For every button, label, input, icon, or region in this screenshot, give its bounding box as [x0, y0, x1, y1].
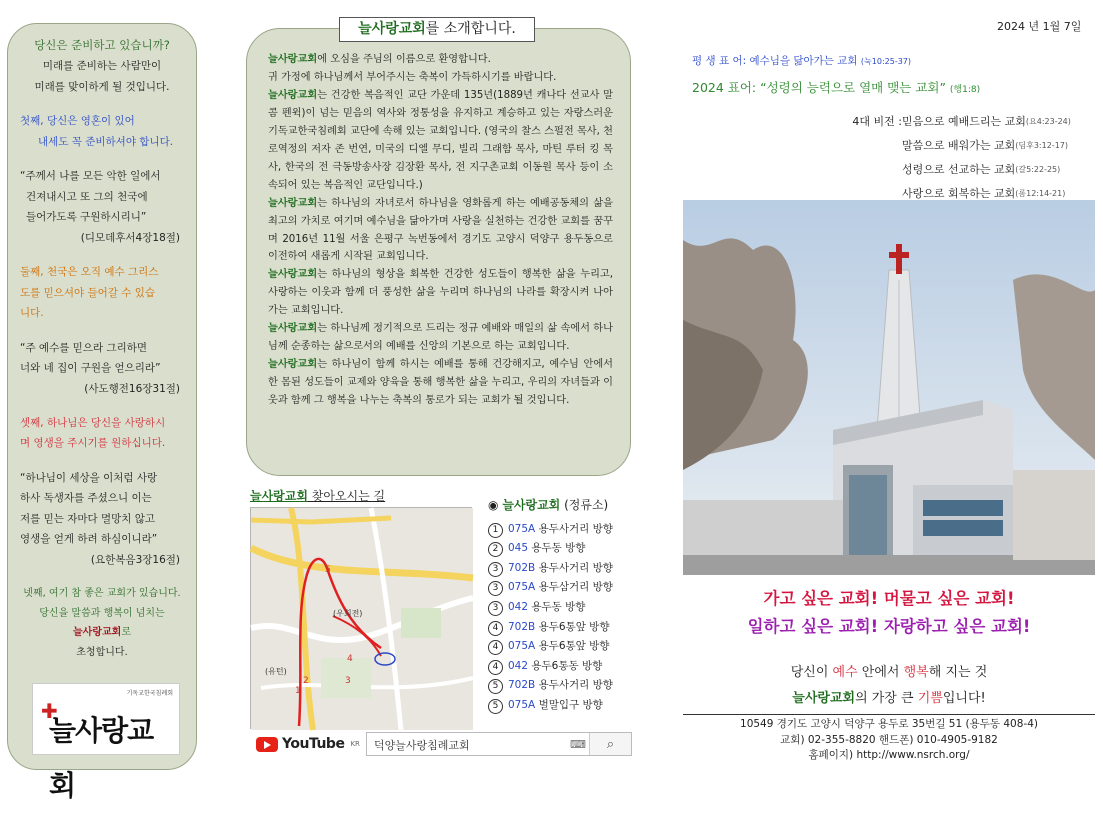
point-fourth: 초청합니다.: [76, 646, 128, 658]
title-text: 찾아오시는 길: [307, 489, 386, 503]
stop-number-badge: 1: [488, 523, 503, 538]
map-label: (우회전): [333, 609, 363, 618]
directions-title: [250, 487, 385, 504]
bus-direction: 용두사거리 방향: [535, 679, 613, 692]
paragraph-text: 는 하나님이 함께 하시는 예배를 통해 건강해지고, 예수님 안에서 한 몸된 성도들이 교제와 양육을 통해 행복한 삶을 누리고, 우리의 자녀들과 이웃과 함께 그 행복을 나누는 축복의 통로가 되는 교회가 될 것입니다.: [268, 359, 613, 407]
joy-text: 의 가장 큰: [855, 691, 918, 706]
joy-line: [683, 686, 1095, 712]
bus-route: 702B: [508, 679, 536, 692]
paragraph-text: 는 하나님의 형상을 회복한 건강한 성도들이 행복한 삶을 누리고, 사랑하는 이웃과 함께 더 풍성한 삶을 누리며 하나님의 나라를 확장시켜 나아가는 교회입니다.: [268, 269, 613, 317]
bus-stop-item: [488, 676, 613, 696]
joy-text: 입니다!: [942, 691, 986, 706]
keyboard-icon[interactable]: ⌨: [570, 737, 586, 751]
motto-ref: (눅10:25-37): [860, 57, 912, 66]
map-graphic: [251, 508, 473, 730]
bus-direction: 용두사거리 방향: [535, 522, 613, 535]
intro-paragraph: 귀 가정에 하나님께서 부어주시는 축복이 가득하시기를 바랍니다.: [268, 71, 557, 83]
bus-route: 042: [508, 659, 529, 672]
title-text: (정류소): [560, 498, 609, 512]
point-second: 둘째, 천국은 오직 예수 그리스: [20, 266, 159, 279]
point-third: 셋째, 하나님은 당신을 사랑하시: [20, 416, 166, 429]
stop-number-badge: 4: [488, 621, 503, 636]
lifetime-motto: [692, 53, 911, 68]
intro-paragraph: [268, 195, 613, 267]
bus-route: 042: [508, 600, 529, 613]
bus-route: 702B: [508, 561, 536, 574]
verse-ref: (요한복음3장16절): [90, 553, 180, 566]
church-building-image: [683, 200, 1095, 575]
vision-label: 4대 비전 :: [852, 115, 902, 128]
stops-list: [488, 520, 613, 716]
bus-direction: 용두6통앞 방향: [535, 620, 610, 633]
intro-panel: [246, 21, 631, 476]
bus-route: 045: [508, 542, 529, 555]
point-first: 첫째, 당신은 영혼이 있어: [20, 115, 135, 128]
verse-line: 건져내시고 또 그의 천국에: [26, 190, 148, 203]
church-name: 늘사랑교회: [268, 89, 318, 101]
gospel-panel: [7, 23, 197, 802]
bus-direction: 용두동 방향: [528, 600, 586, 613]
map-number: 2: [303, 676, 309, 686]
bus-route: 075A: [508, 698, 536, 711]
stop-number-badge: 4: [488, 640, 503, 655]
slogan-line: 가고 싶은 교회! 머물고 싶은 교회!: [763, 589, 1015, 608]
bus-direction: 용두6통앞 방향: [535, 640, 610, 653]
joy-text: 안에서: [857, 665, 904, 680]
verse-line: 영생을 얻게 하려 하심이니라”: [20, 533, 158, 546]
intro-paragraph: [268, 51, 613, 69]
intro-paragraph: [268, 87, 613, 195]
map-number: 4: [347, 654, 353, 664]
verse-ref: (사도행전16장31절): [84, 382, 180, 395]
bus-stop-item: [488, 637, 613, 657]
verse-line: “하나님이 세상을 이처럼 사랑: [20, 471, 158, 484]
vision-text: 사랑으로 회복하는 교회: [902, 187, 1016, 200]
footer-divider: [683, 714, 1095, 715]
bus-stop-item: [488, 578, 613, 598]
bus-stop-item: [488, 520, 613, 540]
church-name: 늘사랑교회: [792, 691, 856, 706]
paragraph-text: 는 하나님께 정기적으로 드리는 정규 예배와 매일의 삶 속에서 하나님께 순종하는 삶으로서의 예배를 신앙의 기본으로 하는 교회입니다.: [268, 323, 613, 353]
vision-ref: (롬12:14-21): [1015, 189, 1066, 198]
stops-title: [488, 496, 613, 516]
intro-paragraph: [268, 356, 613, 410]
bus-direction: 용두6통동 방향: [528, 659, 603, 672]
stop-number-badge: 4: [488, 660, 503, 675]
vision-ref: (갈5:22-25): [1015, 165, 1061, 174]
intro-title: [339, 17, 535, 42]
joy-text: 해 지는 것: [928, 665, 988, 680]
intro-paragraph: [268, 320, 613, 356]
verse-ref: (디모데후서4장18절): [80, 231, 180, 244]
intro-line: 미래를 준비하는 사람만이: [42, 60, 162, 73]
paragraph-text: 에 오심을 주님의 이름으로 환영합니다.: [317, 54, 491, 65]
search-button[interactable]: [589, 733, 631, 755]
church-name: 늘사랑교회: [502, 498, 561, 512]
point-first: 내세도 꼭 준비하셔야 합니다.: [38, 135, 174, 148]
slogan: [683, 585, 1095, 641]
bus-direction: 용두동 방향: [528, 542, 586, 555]
church-logo: [32, 683, 180, 802]
map-number: 5: [325, 565, 331, 575]
bulletin-date: 2024 년 1월 7일: [997, 20, 1082, 33]
verse-line: 하사 독생자를 주셨으니 이는: [20, 492, 152, 505]
intro-paragraph: [268, 266, 613, 320]
search-icon: ⌕: [606, 736, 615, 752]
bus-stop-item: [488, 618, 613, 638]
bus-route: 075A: [508, 522, 536, 535]
youtube-search-input[interactable]: 덕양늘사랑침례교회: [367, 733, 567, 755]
church-name: 늘사랑교회: [358, 21, 426, 37]
bus-stops: [488, 496, 613, 716]
vision-item: [820, 110, 1071, 134]
bus-stop-item: [488, 657, 613, 677]
verse-line: “주께서 나를 모든 악한 일에서: [20, 170, 161, 183]
paragraph-text: 는 건강한 복음적인 교단 가운데 135년(1889년 캐나다 선교사 말콤 펜윅)이 넘는 믿음의 역사와 정통성을 유지하고 계승하고 있는 자랑스러운 기독교한국침례회 교단에 속해 있는 교회입니다. (영국의 찰스 스펄전 목사, 천로역정의 저자 존 번연, 미국의 디엘 무디, 빌리 그래함 목사, 마틴 루터 킹 목사, 한국의 전 극동방송사장 김장환 목사, 전 지구촌교회 이동원 목사 등이 소속되어 있는 복음적인 교단입니다.): [268, 89, 613, 191]
point-second: 니다.: [20, 307, 44, 320]
church-name: 늘사랑교회: [268, 197, 318, 209]
youtube-search-bar[interactable]: [366, 732, 632, 756]
youtube-region: KR: [350, 740, 360, 748]
stop-number-badge: 5: [488, 679, 503, 694]
church-name: 늘사랑교회: [268, 54, 318, 65]
joy-statement: [683, 660, 1095, 712]
bus-stop-item: [488, 696, 613, 716]
motto-ref: (행1:8): [949, 85, 981, 95]
joy-highlight: 예수: [832, 665, 858, 680]
verse-line: 저를 믿는 자마다 멸망치 않고: [20, 512, 156, 525]
youtube-logo[interactable]: [256, 736, 360, 752]
map-number: 1: [295, 686, 301, 696]
youtube-icon: [256, 737, 278, 752]
stop-number-badge: 5: [488, 699, 503, 714]
point-third: 며 영생을 주시기를 원하십니다.: [20, 437, 166, 450]
particle: 로: [121, 627, 131, 639]
joy-text: 당신이: [790, 665, 833, 680]
bus-route: 075A: [508, 640, 536, 653]
bus-stop-item: [488, 539, 613, 559]
motto-text: 2024 표어: “성령의 능력으로 열매 맺는 교회”: [692, 80, 950, 95]
logo-title: 늘사랑교회: [49, 714, 154, 802]
vision-list: [820, 110, 1071, 206]
church-name: 늘사랑교회: [268, 269, 318, 281]
verse-line: “주 예수를 믿으라 그리하면: [20, 341, 148, 354]
point-second: 도를 믿으셔야 들어갈 수 있습: [20, 286, 156, 299]
stop-number-badge: 3: [488, 601, 503, 616]
church-photo: [683, 200, 1095, 575]
logo-subtitle: 기독교한국침례회: [126, 690, 173, 697]
intro-question: 당신은 준비하고 있습니까?: [34, 38, 170, 52]
bus-direction: 벌말입구 방향: [535, 698, 603, 711]
map[interactable]: [250, 507, 472, 729]
paragraph-text: 는 하나님의 자녀로서 하나님을 영화롭게 하는 예배공동체의 삶을 최고의 가치로 여기며 예수님을 닮아가며 사랑을 실천하는 건강한 교회를 꿈꾸며 2016년 11월 서울 은평구 녹번동에서 경기도 고양시 덕양구 용두동으로 이전하여 새롭게 시작된 교회입니다.: [268, 197, 613, 263]
bus-stop-item: [488, 559, 613, 579]
bus-direction: 용두삼거리 방향: [535, 581, 613, 594]
church-name: 늘사랑교회: [73, 627, 122, 639]
stop-number-badge: 2: [488, 542, 503, 557]
church-name: 늘사랑교회: [268, 359, 318, 371]
joy-highlight: 기쁨: [917, 691, 943, 706]
contact-footer: [683, 717, 1095, 764]
slogan-line: 일하고 싶은 교회! 자랑하고 싶은 교회!: [747, 617, 1031, 636]
bus-stop-item: [488, 598, 613, 618]
bus-route: 702B: [508, 620, 536, 633]
vision-text: 믿음으로 예배드리는 교회: [902, 115, 1026, 128]
intro-line: 미래를 맞이하게 될 것입니다.: [34, 80, 170, 93]
phone-numbers: 교회) 02-355-8820 핸드폰) 010-4905-9182: [780, 733, 998, 746]
point-fourth: [20, 623, 184, 643]
radio-icon: ◉: [488, 498, 499, 512]
vision-text: 성령으로 선교하는 교회: [902, 163, 1016, 176]
vision-ref: (요4:23-24): [1025, 117, 1071, 126]
year-motto: [692, 78, 980, 96]
joy-highlight: 행복: [903, 665, 929, 680]
vision-item: [820, 134, 1071, 158]
vision-item: [820, 158, 1071, 182]
map-label: (유턴): [265, 667, 287, 676]
map-number: 3: [345, 676, 351, 686]
vision-label: [820, 134, 902, 158]
title-text: 를 소개합니다.: [425, 21, 516, 37]
joy-line: [683, 660, 1095, 686]
youtube-text: YouTube: [282, 736, 345, 752]
stop-number-badge: 3: [488, 562, 503, 577]
motto-text: 예수님을 닮아가는 교회: [749, 55, 861, 67]
address: 10549 경기도 고양시 덕양구 용두로 35번길 51 (용두동 408-4): [740, 718, 1038, 730]
vision-label: [820, 158, 902, 182]
church-name: 늘사랑교회: [250, 489, 308, 503]
church-name: 늘사랑교회: [268, 323, 318, 335]
cross-icon: ✚: [41, 699, 58, 723]
vision-ref: (딤후3:12-17): [1015, 141, 1068, 150]
vision-text: 말씀으로 배워가는 교회: [902, 139, 1016, 152]
motto-label: 평 생 표 어:: [692, 55, 750, 67]
website-link[interactable]: 홈페이지) http://www.nsrch.org/: [808, 749, 970, 761]
point-fourth: 당신을 말씀과 행복이 넘치는: [39, 607, 165, 619]
bus-route: 075A: [508, 581, 536, 594]
verse-line: 들어가도록 구원하시리니”: [26, 211, 147, 224]
verse-line: 너와 네 집이 구원을 얻으리라”: [20, 362, 161, 375]
stop-number-badge: 3: [488, 581, 503, 596]
bus-direction: 용두사거리 방향: [535, 561, 613, 574]
point-fourth: 넷째, 여기 참 좋은 교회가 있습니다.: [23, 588, 181, 600]
